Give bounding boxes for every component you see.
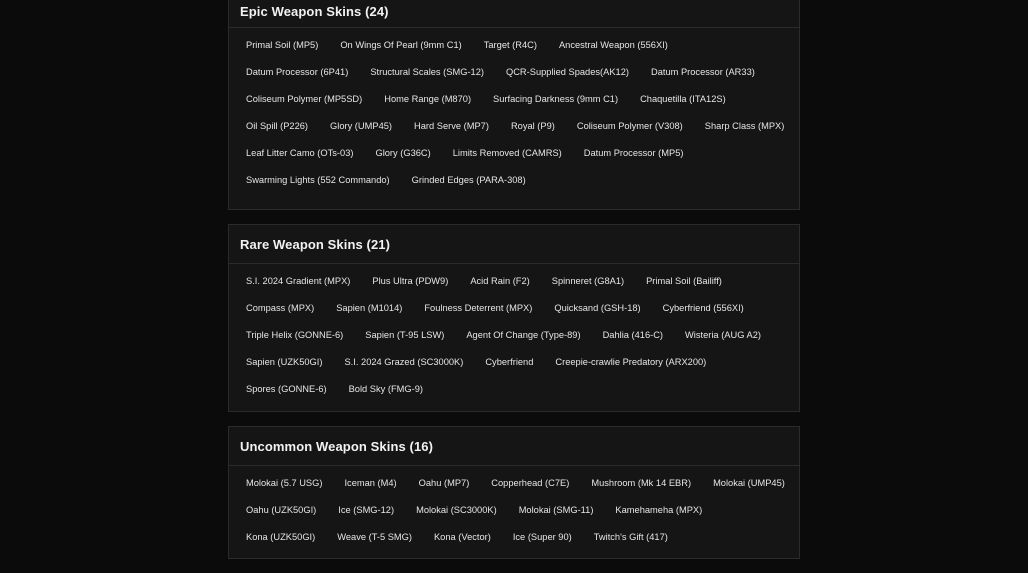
skin-link[interactable]: Home Range (M870)	[384, 94, 472, 104]
skin-link[interactable]: Quicksand (GSH-18)	[554, 303, 641, 313]
skin-link[interactable]: Triple Helix (GONNE-6)	[246, 330, 344, 340]
skin-link[interactable]: Foulness Deterrent (MPX)	[424, 303, 533, 313]
skin-link[interactable]: Spores (GONNE-6)	[246, 384, 327, 394]
skin-link[interactable]: Oil Spill (P226)	[246, 121, 309, 131]
epic-skins-list	[229, 28, 799, 194]
uncommon-skins-header	[229, 427, 799, 466]
skin-link[interactable]: Target (R4C)	[483, 40, 537, 50]
skin-link[interactable]: Kamehameha (MPX)	[615, 505, 703, 515]
skin-link[interactable]: Kona (Vector)	[433, 532, 491, 542]
skin-link[interactable]: Iceman (M4)	[344, 478, 397, 488]
skin-link[interactable]: Ice (Super 90)	[512, 532, 572, 542]
skin-link[interactable]: Sapien (UZK50GI)	[246, 357, 323, 367]
uncommon-skins-panel	[228, 426, 800, 559]
skin-link[interactable]: S.I. 2024 Gradient (MPX)	[246, 276, 351, 286]
skin-link[interactable]: Surfacing Darkness (9mm C1)	[493, 94, 619, 104]
skin-link[interactable]: Leaf Litter Camo (OTs-03)	[246, 148, 354, 158]
skin-link[interactable]: Structural Scales (SMG-12)	[370, 67, 484, 77]
skin-link[interactable]: Sapien (T-95 LSW)	[365, 330, 445, 340]
skin-link[interactable]: QCR-Supplied Spades(AK12)	[505, 67, 629, 77]
rare-skins-title: Rare Weapon Skins (21)	[240, 236, 391, 252]
skin-link[interactable]: Spinneret (G8A1)	[551, 276, 625, 286]
skin-link[interactable]: Copperhead (C7E)	[491, 478, 570, 488]
skin-link[interactable]: Molokai (5.7 USG)	[246, 478, 323, 488]
skin-link[interactable]: Datum Processor (AR33)	[650, 67, 755, 77]
skin-link[interactable]: Molokai (SMG-11)	[518, 505, 594, 515]
skin-link[interactable]: Creepie-crawlie Predatory (ARX200)	[555, 357, 707, 367]
skin-link[interactable]: Bold Sky (FMG-9)	[348, 384, 423, 394]
rare-skins-panel	[228, 224, 800, 412]
skin-link[interactable]: Limits Removed (CAMRS)	[452, 148, 562, 158]
skin-link[interactable]: Molokai (SC3000K)	[416, 505, 497, 515]
skin-link[interactable]: On Wings Of Pearl (9mm C1)	[340, 40, 462, 50]
skin-link[interactable]: Molokai (UMP45)	[713, 478, 785, 488]
skin-link[interactable]: Oahu (UZK50GI)	[246, 505, 317, 515]
skin-link[interactable]: Mushroom (Mk 14 EBR)	[591, 478, 692, 488]
skin-link[interactable]: Plus Ultra (PDW9)	[372, 276, 449, 286]
skin-link[interactable]: Glory (UMP45)	[330, 121, 393, 131]
skin-link[interactable]: Hard Serve (MP7)	[414, 121, 489, 131]
uncommon-skins-title: Uncommon Weapon Skins (16)	[240, 438, 434, 454]
skin-link[interactable]: Swarming Lights (552 Commando)	[246, 175, 390, 185]
skin-link[interactable]: Grinded Edges (PARA-308)	[411, 175, 526, 185]
skin-link[interactable]: Agent Of Change (Type-89)	[466, 330, 581, 340]
skin-link[interactable]: Chaquetilla (ITA12S)	[640, 94, 726, 104]
rare-skins-header	[229, 225, 799, 264]
skin-link[interactable]: Compass (MPX)	[246, 303, 315, 313]
skin-link[interactable]: Cyberfriend (556XI)	[662, 303, 744, 313]
skin-link[interactable]: Weave (T-5 SMG)	[337, 532, 412, 542]
skin-link[interactable]: Primal Soil (Bailiff)	[646, 276, 722, 286]
epic-skins-panel	[228, 0, 800, 210]
skin-link[interactable]: Wisteria (AUG A2)	[685, 330, 761, 340]
skin-link[interactable]: Coliseum Polymer (MP5SD)	[246, 94, 363, 104]
skin-link[interactable]: Sapien (M1014)	[336, 303, 403, 313]
skin-link[interactable]: Coliseum Polymer (V308)	[576, 121, 683, 131]
skin-link[interactable]: Sharp Class (MPX)	[704, 121, 785, 131]
skin-link[interactable]: Royal (P9)	[510, 121, 555, 131]
skin-link[interactable]: Twitch's Gift (417)	[593, 532, 668, 542]
skin-link[interactable]: Primal Soil (MP5)	[246, 40, 319, 50]
skin-link[interactable]: Datum Processor (MP5)	[583, 148, 684, 158]
skin-link[interactable]: S.I. 2024 Grazed (SC3000K)	[344, 357, 464, 367]
skin-link[interactable]: Dahlia (416-C)	[602, 330, 664, 340]
rare-skins-list	[229, 264, 799, 403]
skin-link[interactable]: Glory (G36C)	[375, 148, 431, 158]
skin-link[interactable]: Kona (UZK50GI)	[246, 532, 316, 542]
skin-link[interactable]: Oahu (MP7)	[418, 478, 470, 488]
skin-link[interactable]: Ancestral Weapon (556XI)	[558, 40, 668, 50]
uncommon-skins-list	[229, 466, 799, 551]
skin-link[interactable]: Acid Rain (F2)	[470, 276, 530, 286]
epic-skins-title: Epic Weapon Skins (24)	[240, 3, 389, 19]
skin-link[interactable]: Ice (SMG-12)	[338, 505, 395, 515]
skin-link[interactable]: Datum Processor (6P41)	[246, 67, 349, 77]
skin-link[interactable]: Cyberfriend	[485, 357, 534, 367]
epic-skins-header	[229, 0, 799, 28]
